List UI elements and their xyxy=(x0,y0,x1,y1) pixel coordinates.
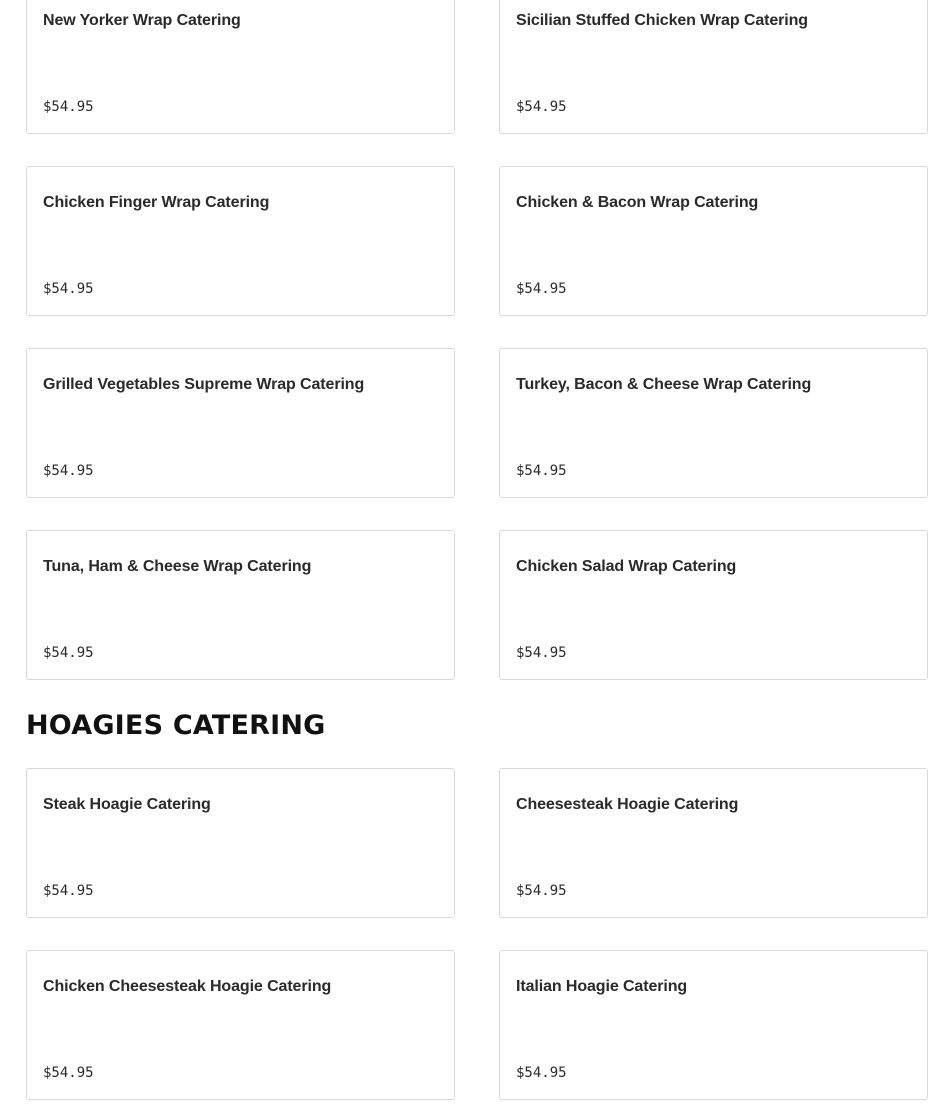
menu-item-name: New Yorker Wrap Catering xyxy=(43,12,241,29)
menu-item-card[interactable] xyxy=(26,950,455,1100)
menu-item-price: $54.95 xyxy=(516,883,567,899)
menu-item-name: Tuna, Ham & Cheese Wrap Catering xyxy=(43,558,312,575)
section-title-hoagies: HOAGIES CATERING xyxy=(26,710,326,741)
menu-item-card[interactable] xyxy=(26,530,455,680)
menu-item-price: $54.95 xyxy=(43,883,94,899)
menu-item-name: Chicken & Bacon Wrap Catering xyxy=(516,194,759,211)
menu-item-price: $54.95 xyxy=(516,645,567,661)
menu-item-name: Turkey, Bacon & Cheese Wrap Catering xyxy=(516,376,812,393)
menu-item-price: $54.95 xyxy=(43,281,94,297)
menu-item-name: Chicken Finger Wrap Catering xyxy=(43,194,270,211)
menu-item-price: $54.95 xyxy=(516,1065,567,1081)
menu-item-card[interactable] xyxy=(499,768,928,918)
menu-item-price: $54.95 xyxy=(516,99,567,115)
menu-item-price: $54.95 xyxy=(516,463,567,479)
menu-item-card[interactable] xyxy=(26,166,455,316)
menu-item-card[interactable] xyxy=(499,166,928,316)
menu-item-name: Chicken Salad Wrap Catering xyxy=(516,558,737,575)
menu-item-price: $54.95 xyxy=(43,99,94,115)
menu-item-name: Grilled Vegetables Supreme Wrap Catering xyxy=(43,376,365,393)
menu-item-card[interactable] xyxy=(499,530,928,680)
menu-item-name: Steak Hoagie Catering xyxy=(43,796,211,813)
menu-item-name: Cheesesteak Hoagie Catering xyxy=(516,796,739,813)
hoagies-catering-grid xyxy=(26,768,928,1100)
menu-item-card[interactable] xyxy=(26,348,455,498)
menu-item-price: $54.95 xyxy=(43,645,94,661)
menu-item-card[interactable] xyxy=(26,768,455,918)
menu-item-name: Chicken Cheesesteak Hoagie Catering xyxy=(43,978,332,995)
menu-item-price: $54.95 xyxy=(43,1065,94,1081)
wraps-catering-grid xyxy=(26,0,928,680)
menu-item-price: $54.95 xyxy=(516,281,567,297)
menu-item-name: Sicilian Stuffed Chicken Wrap Catering xyxy=(516,12,808,29)
menu-item-card[interactable] xyxy=(26,0,455,134)
menu-item-name: Italian Hoagie Catering xyxy=(516,978,688,995)
menu-item-price: $54.95 xyxy=(43,463,94,479)
menu-item-card[interactable] xyxy=(499,348,928,498)
menu-item-card[interactable] xyxy=(499,950,928,1100)
menu-item-card[interactable] xyxy=(499,0,928,134)
